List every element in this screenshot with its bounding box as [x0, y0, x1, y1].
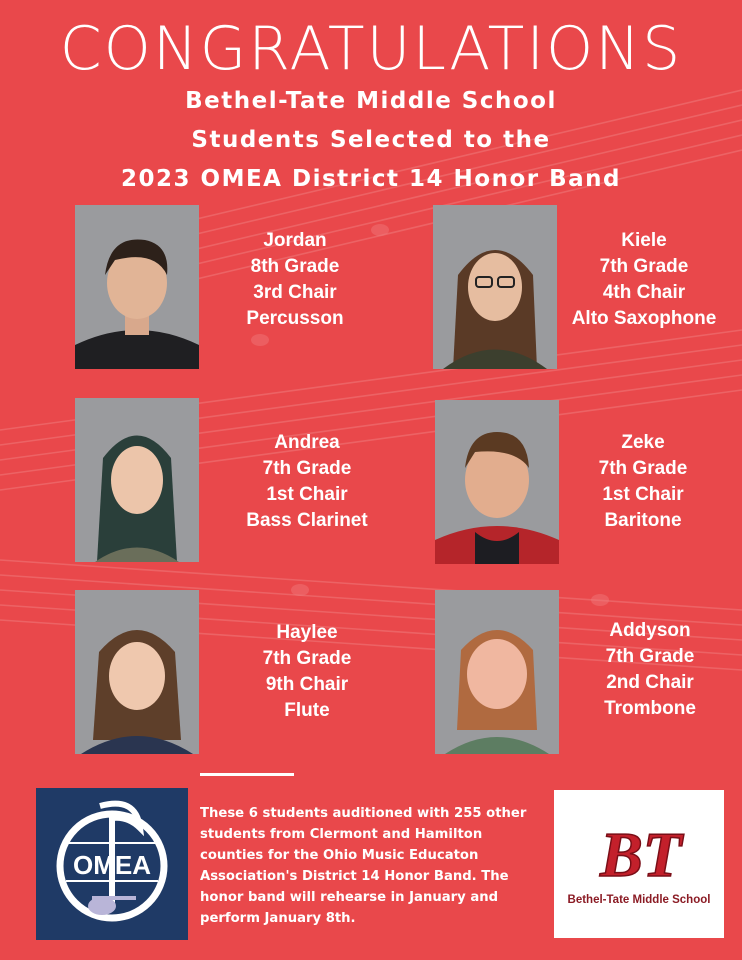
- student-name: Kiele: [621, 230, 667, 251]
- student-chair: 9th Chair: [265, 674, 349, 695]
- school-subtitle: Bethel-Tate Middle School: [185, 88, 557, 114]
- student-instrument: Baritone: [604, 510, 682, 531]
- selection-subtitle: Students Selected to the: [191, 127, 551, 153]
- student-photo-haylee: [75, 590, 199, 754]
- student-chair: 4th Chair: [602, 282, 686, 303]
- student-info-kiele: [554, 228, 734, 332]
- band-subtitle: 2023 OMEA District 14 Honor Band: [121, 166, 621, 192]
- student-photo-zeke: [435, 400, 559, 564]
- bethel-tate-logo: [554, 790, 724, 938]
- student-instrument: Alto Saxophone: [571, 308, 717, 329]
- student-instrument: Trombone: [604, 698, 696, 719]
- bt-logo-caption: Bethel-Tate Middle School: [567, 894, 711, 906]
- student-instrument: Bass Clarinet: [246, 510, 368, 531]
- student-grade: 7th Grade: [262, 648, 352, 669]
- student-info-addyson: [560, 618, 740, 722]
- student-name: Andrea: [274, 432, 340, 453]
- footer-description: These 6 students auditioned with 255 other students from Clermont and Hamilton counties for the Ohio Music Educaton Association's District 14 Honor Band. The honor band will rehearse in January and perform January 8th.: [200, 806, 527, 926]
- student-grade: 7th Grade: [599, 256, 689, 277]
- student-grade: 7th Grade: [262, 458, 352, 479]
- student-name: Zeke: [621, 432, 665, 453]
- student-grade: 8th Grade: [250, 256, 340, 277]
- student-info-zeke: [553, 430, 733, 534]
- music-note-icon: [36, 788, 188, 940]
- divider-line: [200, 773, 294, 776]
- student-info-jordan: [205, 228, 385, 332]
- student-photo-jordan: [75, 205, 199, 369]
- student-info-haylee: [217, 620, 397, 724]
- student-instrument: Flute: [284, 700, 330, 721]
- student-instrument: Percusson: [246, 308, 344, 329]
- student-grade: 7th Grade: [605, 646, 695, 667]
- student-name: Addyson: [609, 620, 691, 641]
- student-chair: 1st Chair: [602, 484, 684, 505]
- student-photo-andrea: [75, 398, 199, 562]
- omea-logo: [36, 788, 188, 940]
- omea-logo-text: OMEA: [73, 850, 151, 880]
- student-chair: 1st Chair: [266, 484, 348, 505]
- student-name: Haylee: [276, 622, 338, 643]
- student-chair: 3rd Chair: [253, 282, 337, 303]
- student-photo-kiele: [433, 205, 557, 369]
- student-chair: 2nd Chair: [606, 672, 694, 693]
- student-photo-addyson: [435, 590, 559, 754]
- student-grade: 7th Grade: [598, 458, 688, 479]
- page-title: CONGRATULATIONS: [59, 14, 683, 84]
- student-name: Jordan: [263, 230, 327, 251]
- bt-logo-letters: BT: [600, 819, 682, 890]
- student-info-andrea: [217, 430, 397, 534]
